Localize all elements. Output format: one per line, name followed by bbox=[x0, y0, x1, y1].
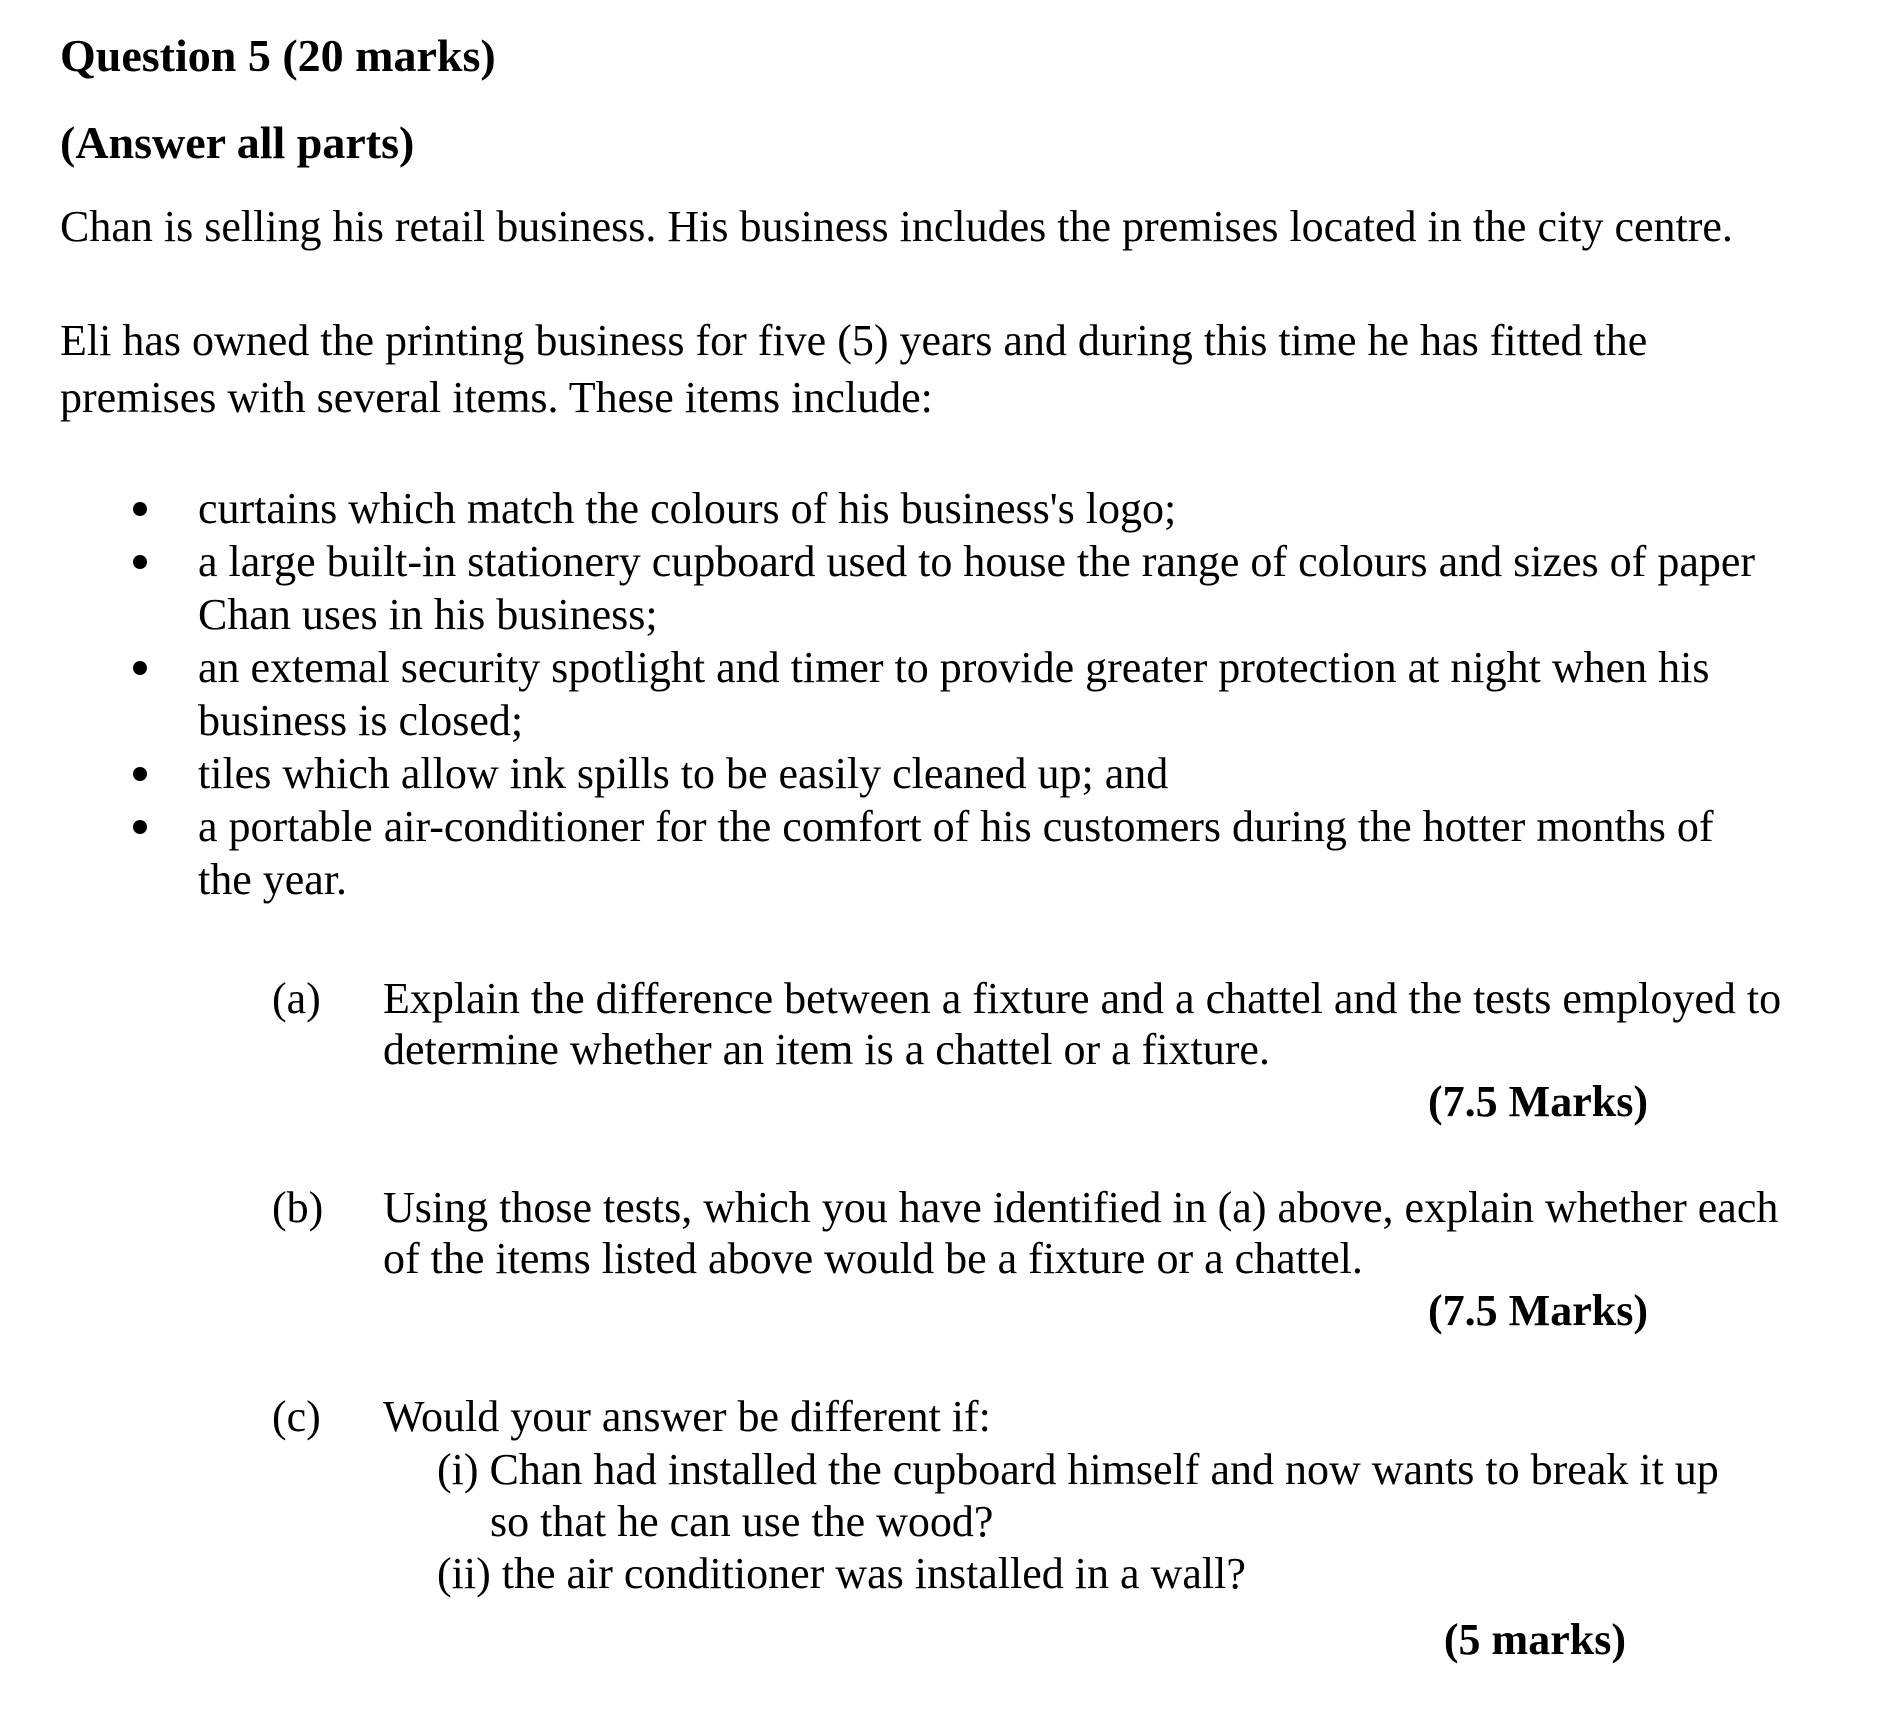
bullet-icon bbox=[133, 820, 147, 834]
intro-paragraph-2: Eli has owned the printing business for five (5) years and during this time he has fitted the premises with several items. These items include: bbox=[60, 316, 1648, 422]
part-c-marks: (5 marks) bbox=[1443, 1615, 1626, 1664]
items-list bbox=[0, 482, 1903, 906]
list-item-text: curtains which match the colours of his business's logo; bbox=[198, 484, 1177, 533]
part-c-sub-ii: (ii) the air conditioner was installed in a wall? bbox=[437, 1549, 1246, 1598]
part-c-text: Would your answer be different if: bbox=[383, 1392, 991, 1441]
list-item bbox=[0, 641, 1778, 747]
intro-paragraph-1: Chan is selling his retail business. His business includes the premises located in the city centre. bbox=[60, 202, 1733, 251]
part-b-label: (b) bbox=[272, 1183, 324, 1232]
list-item bbox=[0, 747, 1778, 800]
question-instruction: (Answer all parts) bbox=[60, 117, 415, 168]
bullet-icon bbox=[133, 661, 147, 675]
part-c-sub-i-line-2: so that he can use the wood? bbox=[490, 1497, 994, 1546]
part-a-label: (a) bbox=[272, 974, 321, 1023]
part-c-sub-i-line-1: (i) Chan had installed the cupboard himself and now wants to break it up bbox=[437, 1445, 1719, 1494]
bullet-icon bbox=[133, 502, 147, 516]
part-a-marks: (7.5 Marks) bbox=[1428, 1077, 1648, 1126]
list-item-text: tiles which allow ink spills to be easily cleaned up; and bbox=[198, 749, 1169, 798]
list-item-text: a portable air-conditioner for the comfort of his customers during the hotter months of the year. bbox=[198, 802, 1714, 904]
part-b-marks: (7.5 Marks) bbox=[1428, 1286, 1648, 1335]
list-item bbox=[0, 535, 1778, 641]
part-b-text: Using those tests, which you have identified in (a) above, explain whether each of the items listed above would be a fixture or a chattel. bbox=[383, 1183, 1779, 1283]
part-a-text: Explain the difference between a fixture and a chattel and the tests employed to determine whether an item is a chattel or a fixture. bbox=[383, 974, 1782, 1074]
list-item-text: a large built-in stationery cupboard used to house the range of colours and sizes of paper Chan uses in his business; bbox=[198, 537, 1756, 639]
question-title: Question 5 (20 marks) bbox=[60, 30, 496, 81]
list-item bbox=[0, 482, 1778, 535]
part-c-label: (c) bbox=[272, 1392, 321, 1441]
list-item bbox=[0, 800, 1778, 906]
list-item-text: an extemal security spotlight and timer to provide greater protection at night when his business is closed; bbox=[198, 643, 1710, 745]
bullet-icon bbox=[133, 767, 147, 781]
bullet-icon bbox=[133, 555, 147, 569]
